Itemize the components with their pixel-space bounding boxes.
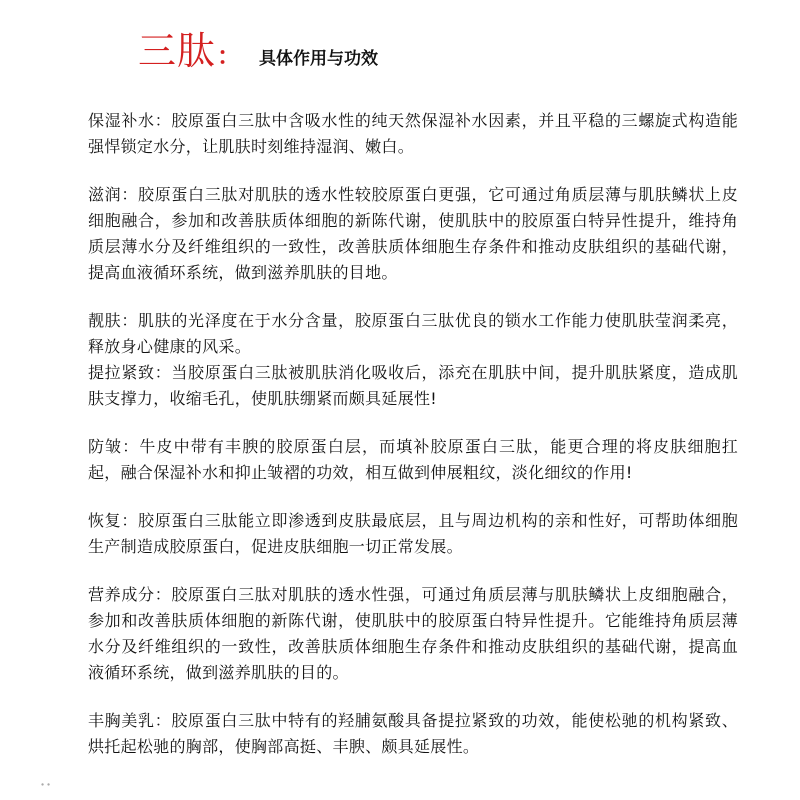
title-colon: ： <box>217 42 242 70</box>
corner-dots-decoration: ∙∙ <box>40 780 53 789</box>
paragraph-nourishing: 滋润：胶原蛋白三肽对肌肤的透水性较胶原蛋白更强，它可通过角质层薄与肌肤鳞状上皮细胞融合，参加和改善肤质体细胞的新陈代谢，使肌肤中的胶原蛋白特异性提升，维持角质层薄水分及纤维组织的一致性，改善肤质体细胞生存条件和推动皮肤组织的基础代谢，提高血液循环系统，做到滋养肌肤的目地。 <box>88 185 738 282</box>
paragraph-anti-wrinkle: 防皱：牛皮中带有丰腴的胶原蛋白层，而填补胶原蛋白三肽，能更合理的将皮肤细胞扛起，融合保湿补水和抑止皱褶的功效，相互做到伸展粗纹，淡化细纹的作用! <box>88 437 738 482</box>
page-subtitle: 具体作用与功效 <box>259 49 379 69</box>
paragraph-firming: 提拉紧致：当胶原蛋白三肽被肌肤消化吸收后，添充在肌肤中间，提升肌肤紧度，造成肌肤支撑力，收缩毛孔，使肌肤绷紧而颇具延展性! <box>88 363 738 408</box>
paragraph-nutrition: 营养成分：胶原蛋白三肽对肌肤的透水性强，可通过角质层薄与肌肤鳞状上皮细胞融合，参加和改善肤质体细胞的新陈代谢，使肌肤中的胶原蛋白特异性提升。它能维持角质层薄水分及纤维组织的一致性，改善肤质体细胞生存条件和推动皮肤组织的基础代谢，提高血液循环系统，做到滋养肌肤的目的。 <box>88 585 738 682</box>
paragraph-bust: 丰胸美乳：胶原蛋白三肽中特有的羟脯氨酸具备提拉紧致的功效，能使松驰的机构紧致、烘托起松驰的胸部，使胸部高挺、丰腴、颇具延展性。 <box>88 711 738 756</box>
paragraph-recovery: 恢复：胶原蛋白三肽能立即渗透到皮肤最底层，且与周边机构的亲和性好，可帮助体细胞生产制造成胶原蛋白，促进皮肤细胞一切正常发展。 <box>88 511 738 556</box>
paragraph-brightening: 靓肤：肌肤的光泽度在于水分含量，胶原蛋白三肽优良的锁水工作能力使肌肤莹润柔亮，释放身心健康的风采。 <box>88 311 738 356</box>
paragraph-moisturizing: 保湿补水：胶原蛋白三肽中含吸水性的纯天然保湿补水因素，并且平稳的三螺旋式构造能强悍锁定水分，让肌肤时刻维持湿润、嫩白。 <box>88 111 738 156</box>
article-body <box>88 108 738 760</box>
page-header <box>138 28 378 74</box>
page-title: 三肽 <box>138 29 217 73</box>
